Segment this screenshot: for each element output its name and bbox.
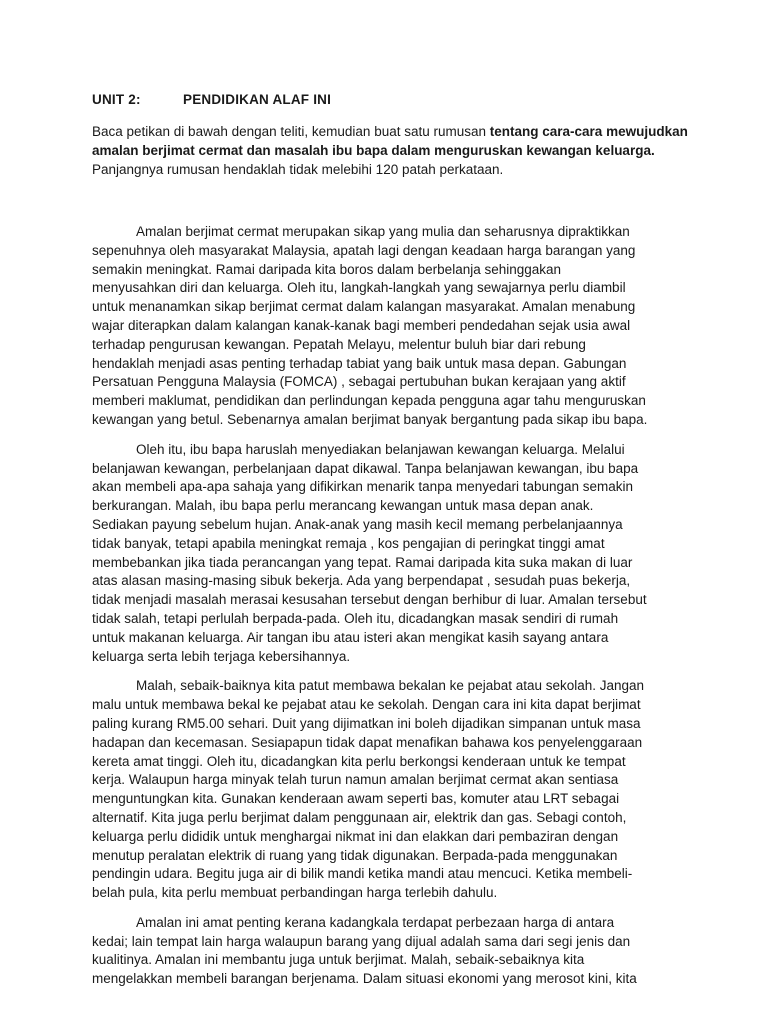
passage	[92, 223, 684, 1000]
instruction-after: Panjangnya rumusan hendaklah tidak melebihi 120 patah perkataan.	[92, 162, 504, 177]
passage-paragraph-4: Amalan ini amat penting kerana kadangkala terdapat perbezaan harga di antara kedai; lain tempat lain harga walaupun barang yang dijual adalah sama dari segi jenis dan kualitinya. Amalan ini membantu juga untuk berjimat. Malah, sebaik-sebaiknya kita mengelakkan membeli barangan berjenama. Dalam situasi ekonomi yang merosot kini, kita	[92, 914, 637, 987]
passage-paragraph-2: Oleh itu, ibu bapa haruslah menyediakan belanjawan kewangan keluarga. Melalui belanjawan kewangan, perbelanjaan dapat dikawal. Tanpa belanjawan kewangan, ibu bapa akan membeli apa-apa sahaja yang difikirkan menarik tanpa menyedari tabungan semakin berkurangan. Malah, ibu bapa perlu merancang kewangan untuk masa depan anak. Sediakan payung sebelum hujan. Anak-anak yang masih kecil memang perbelanjaannya tidak banyak, tetapi apabila meningkat remaja , kos pengajian di peringkat tinggi amat membebankan jika tiada perancangan yang tepat. Ramai daripada kita suka makan di luar atas alasan masing-masing sibuk bekerja. Ada yang berpendapat , sesudah puas bekerja, tidak menjadi masalah merasai kesusahan tersebut dengan berhibur di luar. Amalan tersebut tidak salah, tetapi perlulah berpada-pada. Oleh itu, dicadangkan masak sendiri di rumah untuk makanan keluarga. Air tangan ibu atau isteri akan mengikat kasih sayang antara keluarga serta lebih terjaga kebersihannya.	[92, 441, 647, 664]
instruction-text	[92, 122, 692, 179]
instruction-bold: tentang cara-cara mewujudkan amalan berjimat cermat dan masalah ibu bapa dalam menguruskan kewangan keluarga.	[92, 124, 688, 158]
unit-number: UNIT 2:	[92, 92, 141, 107]
passage-paragraph-1: Amalan berjimat cermat merupakan sikap yang mulia dan seharusnya dipraktikkan sepenuhnya oleh masyarakat Malaysia, apatah lagi dengan keadaan harga barangan yang semakin meningkat. Ramai daripada kita boros dalam berbelanja sehinggakan menyusahkan diri dan keluarga. Oleh itu, langkah-langkah yang sewajarnya perlu diambil untuk menanamkan sikap berjimat cermat dalam kalangan masyarakat. Amalan menabung wajar diterapkan dalam kalangan kanak-kanak bagi memberi pendedahan sejak usia awal terhadap pengurusan kewangan. Pepatah Melayu, melentur buluh biar dari rebung hendaklah menjadi asas penting terhadap tabiat yang baik untuk masa depan. Gabungan Persatuan Pengguna Malaysia (FOMCA) , sebagai pertubuhan bukan kerajaan yang aktif memberi maklumat, pendidikan dan perlindungan kepada pengguna agar tahu menguruskan kewangan yang betul. Sebenarnya amalan berjimat banyak bergantung pada sikap ibu bapa.	[92, 224, 648, 427]
unit-heading	[92, 92, 331, 107]
instruction-before: Baca petikan di bawah dengan teliti, kemudian buat satu rumusan	[92, 124, 490, 139]
passage-paragraph-3: Malah, sebaik-baiknya kita patut membawa bekalan ke pejabat atau sekolah. Jangan malu untuk membawa bekal ke pejabat atau ke sekolah. Dengan cara ini kita dapat berjimat paling kurang RM5.00 sehari. Duit yang dijimatkan ini boleh dijadikan simpanan untuk masa hadapan dan kecemasan. Sesiapapun tidak dapat menafikan bahawa kos penyelenggaraan kereta amat tinggi. Oleh itu, dicadangkan kita perlu berkongsi kenderaan untuk ke tempat kerja. Walaupun harga minyak telah turun namun amalan berjimat cermat akan sentiasa menguntungkan kita. Gunakan kenderaan awam seperti bas, komuter atau LRT sebagai alternatif. Kita juga perlu berjimat dalam penggunaan air, elektrik dan gas. Sebagi contoh, keluarga perlu dididik untuk menghargai nikmat ini dan elakkan dari pembaziran dengan menutup peralatan elektrik di ruang yang tidak digunakan. Berpada-pada menggunakan pendingin udara. Begitu juga air di bilik mandi ketika mandi atau mencuci. Ketika membeli- belah pula, kita perlu membuat perbandingan harga terlebih dahulu.	[92, 678, 645, 901]
unit-title: PENDIDIKAN ALAF INI	[183, 92, 332, 107]
